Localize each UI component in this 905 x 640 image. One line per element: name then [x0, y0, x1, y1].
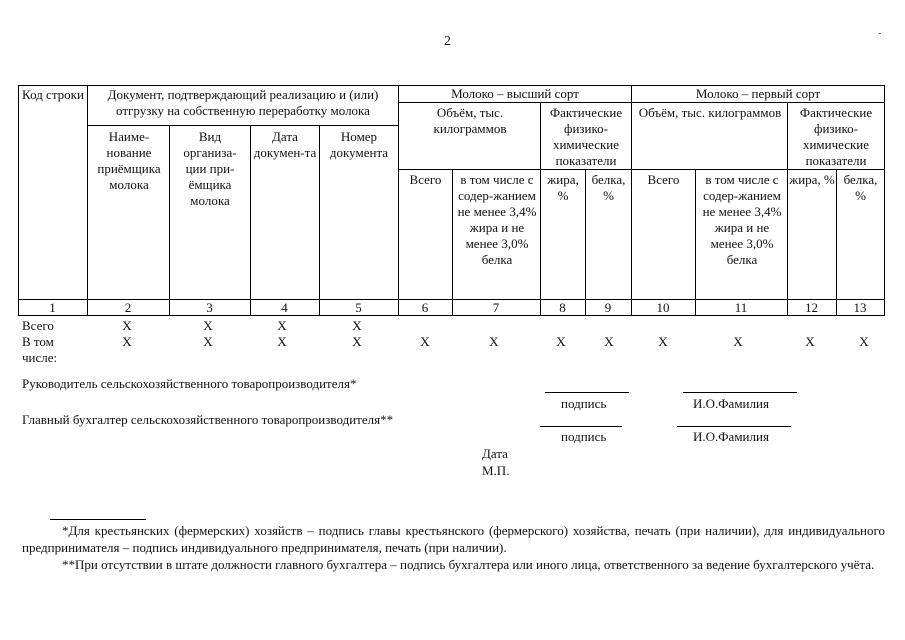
- head-name-line: [683, 392, 797, 393]
- header-recipient: Наиме-нование приёмщика молока: [97, 129, 161, 192]
- corner-mark: -: [878, 28, 882, 39]
- header-total-top: Всего: [409, 172, 442, 187]
- x-mark: Х: [277, 318, 287, 333]
- head-signature-label: Руководитель сельскохозяйственного товаропроизводителя*: [22, 376, 357, 391]
- header-phys-top: Фактические физико-химические показатели: [549, 105, 623, 168]
- x-mark: Х: [122, 318, 132, 333]
- x-mark: Х: [733, 334, 743, 349]
- header-incl-top: в том числе с содер-жанием не менее 3,4% жира и не менее 3,0% белка: [457, 172, 537, 267]
- x-mark: Х: [489, 334, 499, 349]
- head-name-caption: И.О.Фамилия: [693, 396, 769, 411]
- header-fat-first: жира, %: [789, 172, 835, 187]
- footnote-2: **При отсутствии в штате должности главного бухгалтера – подпись бухгалтера или иного лица, ответственного за ведение бухгалтерского учёта.: [62, 557, 875, 572]
- head-signature-line: [545, 392, 629, 393]
- row-incl-label: В том числе:: [22, 334, 58, 365]
- header-milk-first: Молоко – первый сорт: [695, 86, 821, 101]
- x-mark: Х: [122, 334, 132, 349]
- x-mark: Х: [352, 318, 362, 333]
- header-phys-first: Фактические физико-химические показатели: [799, 105, 873, 168]
- col-num: 11: [734, 300, 748, 315]
- col-num: 10: [656, 300, 670, 315]
- row-total-label: Всего: [22, 318, 54, 333]
- accountant-name-caption: И.О.Фамилия: [693, 429, 769, 444]
- page-number: 2: [444, 34, 451, 49]
- header-code: Код строки: [22, 87, 84, 102]
- x-mark: Х: [805, 334, 815, 349]
- header-org-type: Вид организа-ции при-ёмщика молока: [183, 129, 237, 208]
- header-doc-date: Дата докумен-та: [253, 129, 317, 160]
- x-mark: Х: [859, 334, 869, 349]
- x-mark: Х: [658, 334, 668, 349]
- x-mark: Х: [203, 334, 213, 349]
- col-num: 13: [853, 300, 867, 315]
- header-volume-first: Объём, тыс. килограммов: [638, 105, 782, 120]
- col-num: 7: [492, 300, 500, 315]
- col-num: 5: [355, 300, 362, 315]
- accountant-name-line: [677, 426, 791, 427]
- header-milk-top: Молоко – высший сорт: [451, 86, 579, 101]
- footnote-1: *Для крестьянских (фермерских) хозяйств – подпись главы крестьянского (фермерского) хозяйства, печать (при наличии), для индивидуального предпринимателя – подпись индивидуального предпринимателя, печать (при наличии).: [22, 523, 885, 555]
- footnote-separator: [50, 519, 146, 520]
- report-table: [18, 85, 885, 315]
- col-num: 3: [206, 300, 213, 315]
- col-num: 8: [559, 300, 566, 315]
- accountant-signature-line: [540, 426, 622, 427]
- head-signature-caption: подпись: [561, 396, 607, 411]
- col-num: 2: [124, 300, 132, 315]
- col-num: 4: [281, 300, 288, 315]
- x-mark: Х: [352, 334, 362, 349]
- accountant-signature-label: Главный бухгалтер сельскохозяйственного товаропроизводителя**: [22, 412, 394, 427]
- col-num: 1: [49, 300, 56, 315]
- x-mark: Х: [604, 334, 614, 349]
- header-doc-number: Номер документа: [329, 129, 389, 160]
- header-fat-top: жира, %: [547, 172, 579, 203]
- col-num: 12: [805, 300, 818, 315]
- stamp-label: М.П.: [482, 463, 510, 478]
- header-volume-top: Объём, тыс. килограммов: [433, 105, 507, 136]
- x-mark: Х: [420, 334, 430, 349]
- accountant-signature-caption: подпись: [561, 429, 607, 444]
- col-num: 6: [421, 300, 429, 315]
- header-total-first: Всего: [647, 172, 680, 187]
- x-mark: Х: [203, 318, 213, 333]
- col-num: 9: [604, 300, 612, 315]
- header-document: Документ, подтверждающий реализацию и (или) отгрузку на собственную переработку молока: [107, 87, 379, 118]
- header-protein-first: белка, %: [843, 172, 878, 203]
- header-incl-first: в том числе с содер-жанием не менее 3,4% жира и не менее 3,0% белка: [702, 172, 782, 267]
- header-protein-top: белка, %: [591, 172, 626, 203]
- x-mark: Х: [277, 334, 287, 349]
- date-label: Дата: [482, 446, 508, 461]
- x-mark: Х: [556, 334, 566, 349]
